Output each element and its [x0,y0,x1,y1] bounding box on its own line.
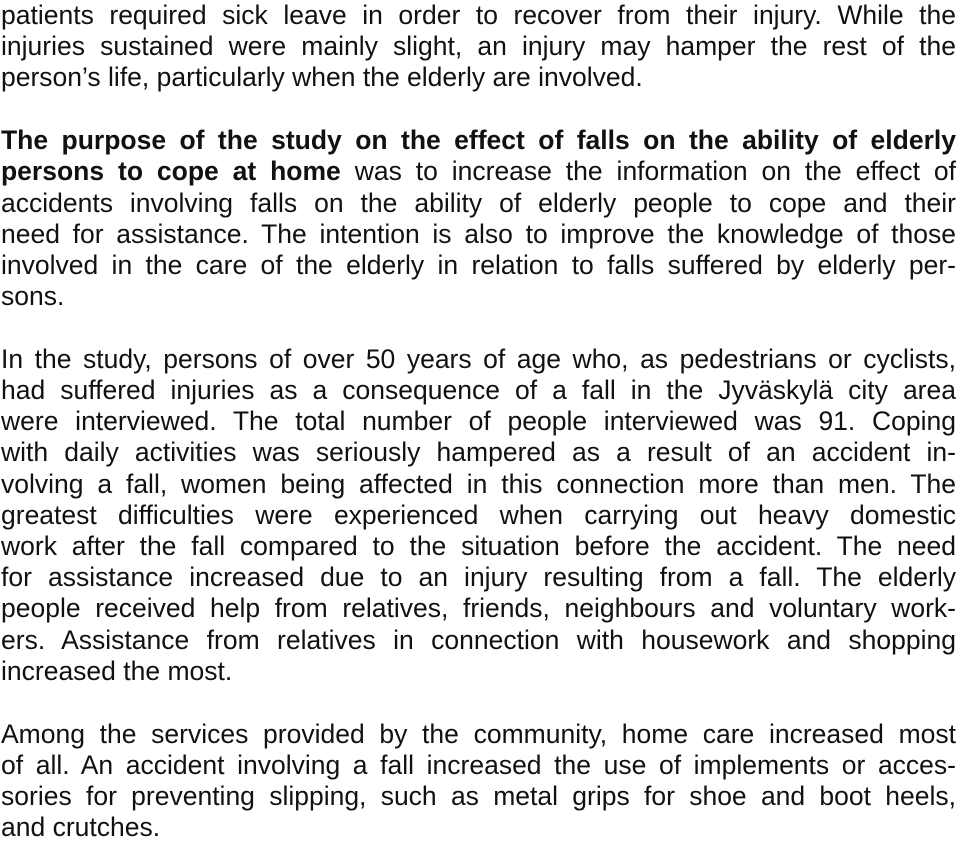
text-run: with daily activities was seriously hampered as a result of an accident in- [1,437,956,468]
text-line [1,250,956,281]
text-line [1,531,956,562]
text-run: had suffered injuries as a consequence of a fall in the Jyväskylä city area [1,375,956,406]
text-line [1,125,956,156]
text-run: for assistance increased due to an injury resulting from a fall. The elderly [1,562,956,593]
text-line [1,625,956,656]
text-run: person’s life, particularly when the elderly are involved. [1,62,643,93]
text-run: involved in the care of the elderly in relation to falls suffered by elderly per- [1,249,956,280]
text-line [1,781,956,812]
text-run: people received help from relatives, friends, neighbours and voluntary work- [1,593,956,624]
text-line [1,469,956,500]
text-run: ers. Assistance from relatives in connection with housework and shopping [1,624,956,655]
text-line [1,281,956,312]
text-run: work after the fall compared to the situation before the accident. The need [1,531,956,562]
bold-text-run: The purpose of the study on the effect of falls on the ability of elderly [1,125,956,156]
text-line [1,500,956,531]
text-line [1,31,956,62]
paragraph [1,125,956,312]
bold-text-run: persons to cope at home [1,156,341,187]
text-run: was to increase the information on the effect of [340,156,957,187]
text-run: increased the most. [1,655,233,686]
text-line [1,156,956,187]
text-line [1,62,956,93]
text-run: accidents involving falls on the ability of elderly people to cope and their [1,187,956,218]
text-line [1,562,956,593]
text-run: Among the services provided by the community, home care increased most [1,718,956,749]
text-line [1,406,956,437]
text-run: patients required sick leave in order to recover from their injury. While the [1,0,956,30]
text-line [1,437,956,468]
text-run: need for assistance. The intention is also to improve the knowledge of those [1,218,956,249]
text-line [1,719,956,750]
text-run: and crutches. [1,812,161,843]
text-line [1,375,956,406]
text-line [1,656,956,687]
text-line [1,593,956,624]
paragraph [1,719,956,844]
document-page [1,0,956,843]
text-line [1,188,956,219]
text-line [1,750,956,781]
paragraph [1,344,956,687]
paragraph [1,0,956,94]
text-run: volving a fall, women being affected in this connection more than men. The [1,468,956,499]
text-run: sories for preventing slipping, such as metal grips for shoe and boot heels, [1,780,956,811]
text-run: were interviewed. The total number of people interviewed was 91. Coping [1,406,956,437]
text-run: sons. [1,281,65,312]
text-run: greatest difficulties were experienced when carrying out heavy domestic [1,499,956,530]
text-line [1,219,956,250]
text-line [1,812,956,843]
text-run: In the study, persons of over 50 years of age who, as pedestrians or cyclists, [1,343,956,374]
text-line [1,344,956,375]
document-body [1,0,956,843]
text-run: injuries sustained were mainly slight, an injury may hamper the rest of the [1,31,956,62]
text-line [1,0,956,31]
text-run: of all. An accident involving a fall increased the use of implements or acces- [1,749,956,780]
